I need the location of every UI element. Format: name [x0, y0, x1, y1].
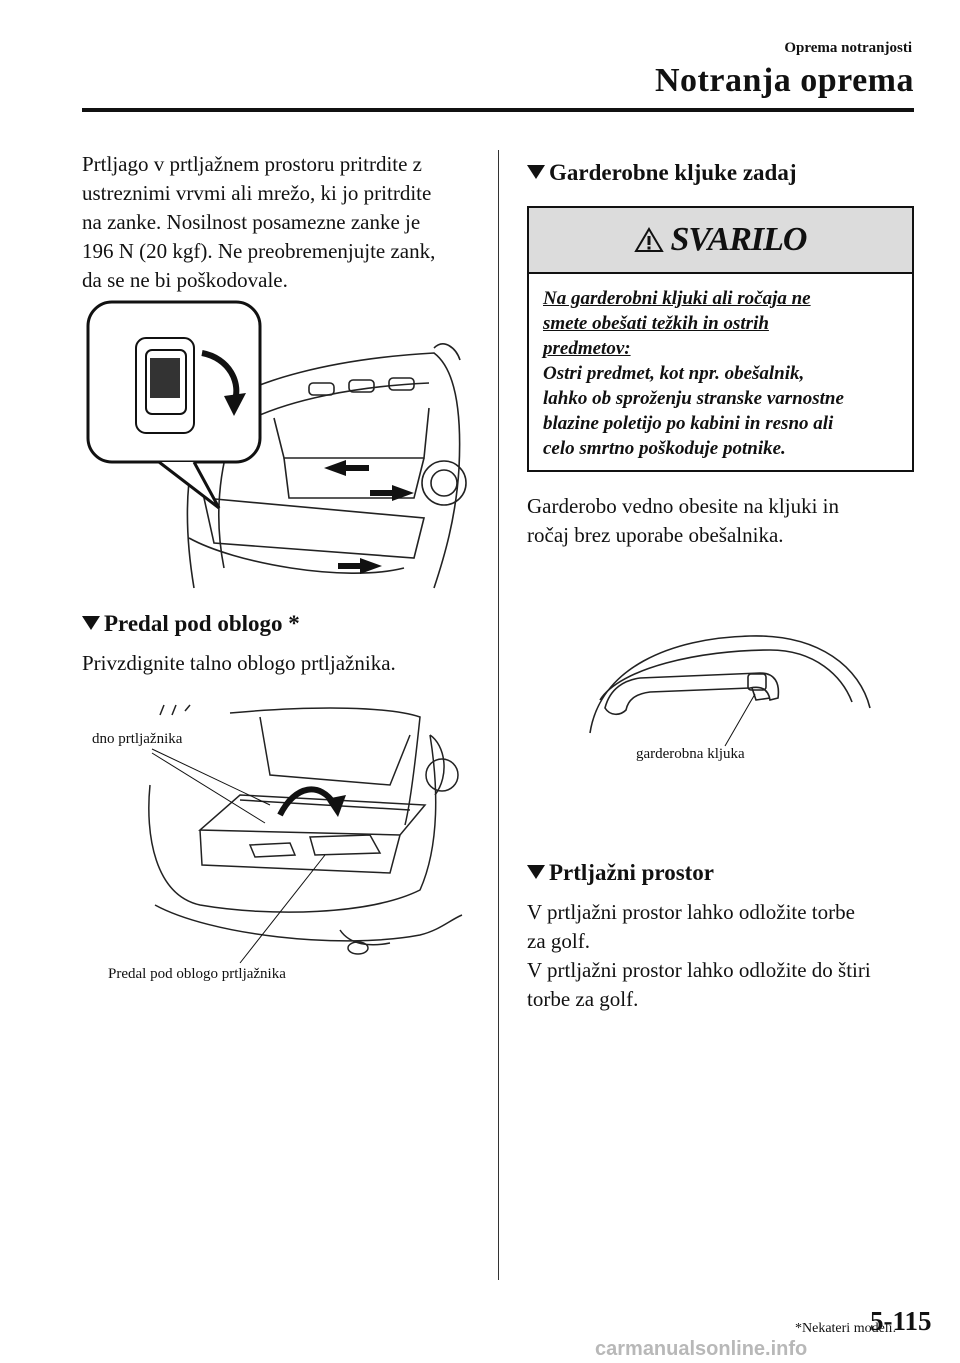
text-line: Garderobo vedno obesite na kljuki in — [527, 494, 840, 518]
header-rule — [82, 108, 914, 112]
section-title-cargo: Prtljažni prostor — [527, 860, 714, 886]
warning-label: SVARILO — [670, 221, 807, 258]
footer-note: *Nekateri modeli. — [795, 1321, 897, 1336]
text-line: 196 N (20 kgf). Ne preobremenjujte zank, — [82, 239, 436, 263]
text-line: ustreznimi vrvmi ali mrežo, ki jo pritrdite — [82, 181, 432, 205]
warning-box — [527, 206, 914, 472]
triangle-bullet-icon — [82, 616, 100, 630]
text-line: da se ne bi poškodovale. — [82, 268, 288, 292]
warning-line: Ostri predmet, kot npr. obešalnik, — [543, 363, 805, 384]
text-line: ročaj brez uporabe obešalnika. — [527, 523, 784, 547]
warning-line: smete obešati težkih in ostrih — [543, 313, 769, 334]
text-line: V prtljažni prostor lahko odložite torbe — [527, 900, 855, 924]
drawer-text: Privzdignite talno oblogo prtljažnika. — [82, 651, 396, 675]
text-line: na zanke. Nosilnost posamezne zanke je — [82, 210, 421, 234]
cargo-paragraph — [527, 898, 871, 1014]
text-line: V prtljažni prostor lahko odložite do štiri — [527, 958, 871, 982]
warning-line: predmetov: — [543, 338, 631, 359]
label-drawer: Predal pod oblogo prtljažnika — [108, 966, 286, 982]
intro-paragraph — [82, 150, 435, 295]
warning-header — [529, 208, 912, 274]
warning-line: lahko ob sproženju stranske varnostne — [543, 388, 844, 409]
label-hook: garderobna kljuka — [636, 746, 745, 762]
warning-line: blazine poletijo po kabini in resno ali — [543, 413, 834, 434]
page-title: Notranja oprema — [655, 62, 914, 99]
label-floor: dno prtljažnika — [92, 731, 183, 747]
hooks-paragraph — [527, 492, 839, 550]
page-number: 5-115 — [870, 1306, 932, 1336]
triangle-bullet-icon — [527, 165, 545, 179]
text-line: torbe za golf. — [527, 987, 639, 1011]
column-divider — [498, 150, 499, 1280]
warning-line: celo smrtno poškoduje potnike. — [543, 438, 786, 459]
text-line: za golf. — [527, 929, 590, 953]
section-title-drawer: Predal pod oblogo * — [82, 611, 300, 637]
triangle-bullet-icon — [527, 865, 545, 879]
section-title-hooks: Garderobne kljuke zadaj — [527, 160, 796, 186]
warning-line: Na garderobni kljuki ali ročaja ne — [543, 288, 811, 309]
coat-hook-illustration — [580, 628, 900, 758]
warning-triangle-icon — [635, 227, 663, 253]
watermark: carmanualsonline.info — [595, 1338, 808, 1360]
cargo-hooks-illustration — [84, 298, 474, 588]
chapter-subtitle: Oprema notranjosti — [784, 40, 912, 56]
text-line: Prtljago v prtljažnem prostoru pritrdite z — [82, 152, 422, 176]
warning-body — [529, 274, 912, 461]
